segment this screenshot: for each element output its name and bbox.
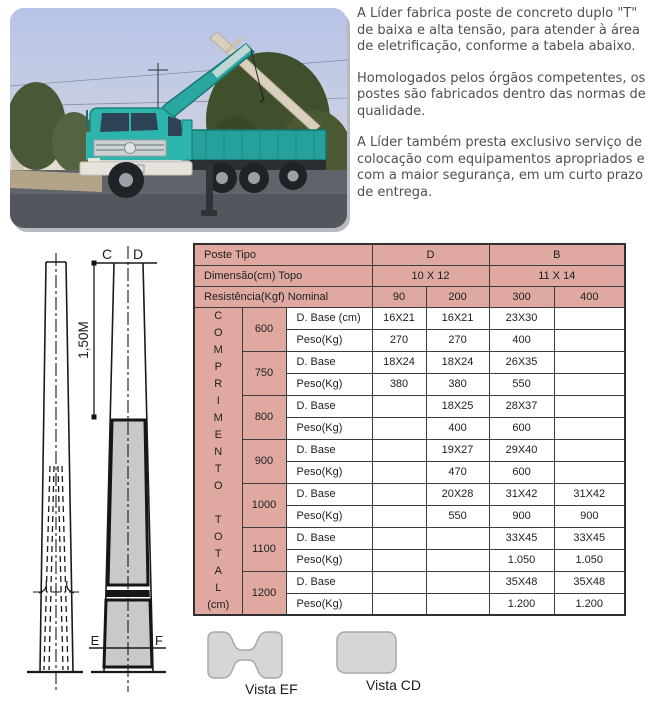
table-value-cell xyxy=(426,593,489,615)
table-length-cell: 1100 xyxy=(242,527,286,571)
table-value-cell: 18X24 xyxy=(426,351,489,373)
table-value-cell: 1.200 xyxy=(554,593,625,615)
table-header-row-1 xyxy=(194,244,625,265)
header-resistencia: Resistência(Kgf) Nominal xyxy=(194,286,372,307)
header-dimensao: Dimensão(cm) Topo xyxy=(194,265,372,286)
table-row-label: D. Base xyxy=(286,395,372,417)
header-dim-b: 11 X 14 xyxy=(489,265,625,286)
table-row-label: D. Base xyxy=(286,527,372,549)
table-value-cell: 380 xyxy=(372,373,426,395)
table-row-label: D. Base xyxy=(286,439,372,461)
table-value-cell: 270 xyxy=(372,329,426,351)
table-value-cell: 400 xyxy=(489,329,554,351)
crane-truck-photo-scene xyxy=(10,8,347,228)
pole-technical-drawing xyxy=(0,240,190,703)
header-res-200: 200 xyxy=(426,286,489,307)
table-row-label: Peso(Kg) xyxy=(286,373,372,395)
table-value-cell: 18X25 xyxy=(426,395,489,417)
table-row xyxy=(194,527,625,549)
table-value-cell: 19X27 xyxy=(426,439,489,461)
table-header-row-2 xyxy=(194,265,625,286)
pole-drawing-right xyxy=(89,246,166,692)
table-row-label: D. Base (cm) xyxy=(286,307,372,329)
table-value-cell xyxy=(554,351,625,373)
table-row xyxy=(194,571,625,593)
table-length-cell: 800 xyxy=(242,395,286,439)
table-row xyxy=(194,483,625,505)
table-length-cell: 1200 xyxy=(242,571,286,615)
intro-paragraph-2: Homologados pelos órgãos competentes, os postes são fabricados dentro das normas de qualidade. xyxy=(357,70,646,119)
table-value-cell: 29X40 xyxy=(489,439,554,461)
label-f: F xyxy=(155,633,163,648)
spec-table-body xyxy=(194,307,625,615)
table-row-label: D. Base xyxy=(286,571,372,593)
table-length-cell: 600 xyxy=(242,307,286,351)
table-value-cell: 31X42 xyxy=(554,483,625,505)
table-value-cell xyxy=(554,417,625,439)
table-value-cell xyxy=(372,395,426,417)
table-row xyxy=(194,307,625,329)
header-res-300: 300 xyxy=(489,286,554,307)
table-row-label: Peso(Kg) xyxy=(286,549,372,571)
label-c: C xyxy=(101,246,113,262)
spec-table xyxy=(193,243,626,616)
table-value-cell xyxy=(426,571,489,593)
table-row-label: Peso(Kg) xyxy=(286,329,372,351)
table-value-cell xyxy=(372,549,426,571)
vista-ef-label: Vista EF xyxy=(245,681,298,697)
table-value-cell: 270 xyxy=(426,329,489,351)
table-value-cell: 470 xyxy=(426,461,489,483)
table-value-cell: 400 xyxy=(426,417,489,439)
vista-cd-shape xyxy=(337,632,396,673)
table-value-cell xyxy=(372,571,426,593)
table-value-cell: 1.050 xyxy=(489,549,554,571)
table-value-cell: 16X21 xyxy=(426,307,489,329)
header-dim-d: 10 X 12 xyxy=(372,265,489,286)
table-value-cell: 18X24 xyxy=(372,351,426,373)
table-value-cell: 600 xyxy=(489,461,554,483)
table-value-cell: 20X28 xyxy=(426,483,489,505)
table-value-cell xyxy=(554,439,625,461)
table-row-label: D. Base xyxy=(286,483,372,505)
crane-truck-photo xyxy=(10,8,347,228)
table-value-cell: 1.200 xyxy=(489,593,554,615)
table-value-cell: 600 xyxy=(489,417,554,439)
table-value-cell: 26X35 xyxy=(489,351,554,373)
table-value-cell xyxy=(554,373,625,395)
header-type-b: B xyxy=(489,244,625,265)
table-value-cell xyxy=(372,593,426,615)
table-value-cell: 31X42 xyxy=(489,483,554,505)
table-value-cell: 900 xyxy=(489,505,554,527)
table-value-cell xyxy=(372,461,426,483)
table-vertical-label: C O M P R I M E N T O T O T A L (cm) xyxy=(194,307,242,615)
table-value-cell: 35X48 xyxy=(554,571,625,593)
table-length-cell: 1000 xyxy=(242,483,286,527)
table-value-cell xyxy=(372,505,426,527)
table-row-label: Peso(Kg) xyxy=(286,593,372,615)
pole-drawing-left xyxy=(27,253,83,692)
table-value-cell: 550 xyxy=(426,505,489,527)
vista-ef-shape xyxy=(208,632,282,678)
table-row-label: Peso(Kg) xyxy=(286,461,372,483)
table-value-cell: 23X30 xyxy=(489,307,554,329)
intro-paragraph-1: A Líder fabrica poste de concreto duplo "T" de baixa e alta tensão, para atender à área de eletrificação, conforme a tabela abaixo. xyxy=(357,6,640,54)
table-value-cell: 1.050 xyxy=(554,549,625,571)
intro-paragraph-3: A Líder também presta exclusivo serviço de colocação com equipamentos apropriados e com a maior segurança, em um curto prazo de entrega. xyxy=(357,135,645,200)
table-length-cell: 750 xyxy=(242,351,286,395)
vista-cd-label: Vista CD xyxy=(366,677,421,693)
dimension-label: 1,50M xyxy=(76,321,91,359)
table-value-cell xyxy=(372,439,426,461)
table-row-label: Peso(Kg) xyxy=(286,417,372,439)
table-value-cell: 35X48 xyxy=(489,571,554,593)
table-row xyxy=(194,395,625,417)
header-res-400: 400 xyxy=(554,286,625,307)
pole-diagrams xyxy=(0,240,190,703)
label-d: D xyxy=(132,246,144,262)
table-row xyxy=(194,351,625,373)
table-value-cell: 33X45 xyxy=(554,527,625,549)
table-value-cell: 550 xyxy=(489,373,554,395)
table-value-cell: 28X37 xyxy=(489,395,554,417)
header-type-d: D xyxy=(372,244,489,265)
table-value-cell xyxy=(372,483,426,505)
table-row xyxy=(194,439,625,461)
table-value-cell xyxy=(554,329,625,351)
table-value-cell xyxy=(554,461,625,483)
table-value-cell xyxy=(426,527,489,549)
table-value-cell xyxy=(554,395,625,417)
table-header-row-3 xyxy=(194,286,625,307)
table-value-cell xyxy=(372,417,426,439)
table-value-cell: 900 xyxy=(554,505,625,527)
table-value-cell: 380 xyxy=(426,373,489,395)
table-row-label: D. Base xyxy=(286,351,372,373)
header-poste-tipo: Poste Tipo xyxy=(194,244,372,265)
header-res-90: 90 xyxy=(372,286,426,307)
label-e: E xyxy=(90,633,100,648)
table-value-cell: 33X45 xyxy=(489,527,554,549)
intro-text xyxy=(357,6,652,216)
table-value-cell xyxy=(372,527,426,549)
table-length-cell: 900 xyxy=(242,439,286,483)
table-value-cell xyxy=(426,549,489,571)
table-value-cell xyxy=(554,307,625,329)
table-row-label: Peso(Kg) xyxy=(286,505,372,527)
table-value-cell: 16X21 xyxy=(372,307,426,329)
dimension-line xyxy=(92,261,97,420)
